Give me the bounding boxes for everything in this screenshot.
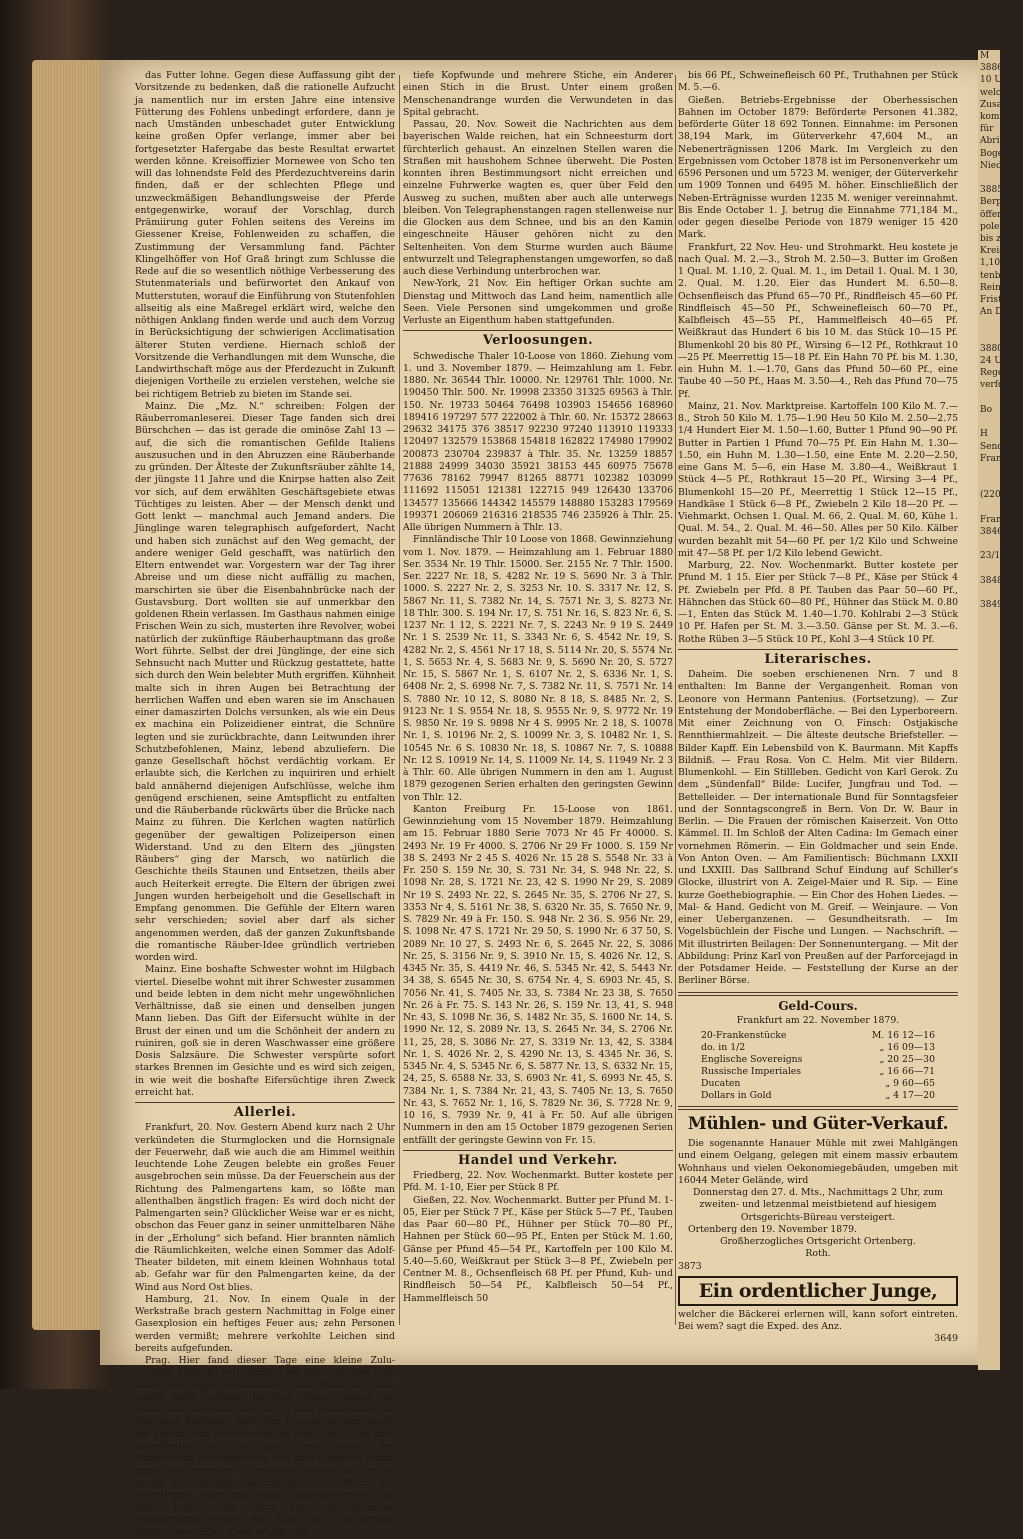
article-paragraph: Finnländische Thlr 10 Loose von 1868. Gewinnziehung vom 1. Nov. 1879. — Heimzahlung am 1. Februar 1880 Ser. 3534 Nr. 19 Thlr. 15000. Ser. 2155 Nr. 7 Thlr. 1500. Ser. 2227 Nr. 18, S. 4282 Nr. 19 S. 5690 Nr. 3 à Thlr. 1000. S. 2227 Nr. 2, S. 3253 Nr. 10. S. 3317 Nr. 12, S. 5867 Nr. 11, S. 7382 Nr. 14, S. 7571 Nr. 3, S. 8273 Nr. 18 Thlr. 300. S. 194 Nr. 17, S. 751 Nr. 16, S. 823 Nr. 6, S. 1237 Nr. 1 12, S. 2221 Nr. 7, S. 2243 Nr. 9 19 S. 2449 Nr. 1 S. 2539 Nr. 11, S. 3343 Nr. 6, S. 4542 Nr. 19, S. 4282 Nr. 2, S. 4561 Nr 17 18, S. 5114 Nr. 20, S. 5574 Nr. 1, S. 5653 Nr. 4, S. 5683 Nr. 9, S. 5690 Nr. 20, S. 5727 Nr. 15, S. 5867 Nr. 1, S. 6107 Nr. 2, S. 6336 Nr. 1, S. 6408 Nr. 2, S. 6998 Nr. 7, S. 7382 Nr. 11, S. 7571 Nr. 14 S. 7880 Nr. 10 12, S. 8080 Nr. 8 18, S. 8485 Nr. 2, S. 9123 Nr. 1 S. 9554 Nr. 18, S. 9555 Nr. 9, S. 9772 Nr. 19 S. 9850 Nr. 19 S. 9898 Nr 4 S. 9995 Nr. 2 18, S. 10078 Nr. 1, S. 10196 Nr. 2, S. 10099 Nr. 3, S. 10482 Nr. 1, S. 10545 Nr. 6 S. 10830 Nr. 18, S. 10867 Nr. 7, S. 10888 Nr. 12 S. 10919 Nr. 14, S. 11009 Nr. 14, S. 11949 Nr. 2 3 à Thlr. 60. Alle übrigen Nummern in den am 1. August 1879 gezogenen Serien erhalten den geringsten Gewinn von Thlr. 12.: [403, 534, 673, 803]
next-page-fragment: [978, 331, 1000, 343]
next-page-fragment: Regenbe: [980, 368, 1021, 379]
page-edges: [32, 60, 110, 1330]
column-3: [678, 70, 958, 1345]
divider: [403, 1150, 673, 1151]
currency-value: „ 9 60—65: [885, 1078, 935, 1089]
section-heading-handel: Handel und Verkehr.: [458, 1152, 618, 1168]
next-page-fragment: [978, 318, 1000, 330]
currency-value: „ 16 66—71: [879, 1066, 935, 1077]
article-paragraph: Daheim. Die soeben erschienenen Nrn. 7 und 8 enthalten: Im Banne der Vergangenheit. Roman von Leonore von Hermann Pantenius. (Fortsetzung). — Zur Entstehung der Mondoberfläche. — Bei den Lyperboreern. Mit einer Zeichnung von O. Finsch: Ostjakische Rennthiermahlzeit. — Die älteste deutsche Briefsteller. — Bilder Kapff. Ein Lebensbild von K. Baurmann. Mit Kapffs Bildniß. — Frau Rosa. Von C. Helm. Mit vier Bildern. Blumenkohl. — Ein Stillleben. Gedicht von Karl Gerok. Zu dem „Sündenfall“ Bilde: Lucifer, Jungfrau und Tod. — Bettelleider. — Der internationale Bund für Sonntagsfeier und der Sonntagscongreß in Bern. Von Dr. W. Baur in Berlin. — Die Frauen der römischen Kaiserzeit. Von Otto Kämmel. II. Im Schloß der Alten Cadina: Im Gemach einer vornehmen Römerin. — Ein Goldmacher und sein Ende. Von Anton Oven. — Am Familientisch: Büchmann LXXII und LXXIII. Das Sallbrand Schuf Eindung auf Schiller's Glocke, illustrirt von A. Zeigel-Maier und R. Sip. — Eine kurze Goethebiographie. — Ein Chor des Hohen Liedes. — Mal- & Hand. Gedicht von M. Greif. — Weinjaure. — Von einer Ueberganzenen. — Gesundheitsrath. — Im Vogelsbüchlein der Fische und Lungen. — Nachschrift. — Mit illustrirten Beilagen: Der Sonnenuntergang. — Mit der Abbildung: Prinz Karl von Preußen auf der Parforcejagd in der Potsdamer Heide. — Feststellung der Kurse an der Berliner Börse.: [678, 669, 958, 987]
currency-name: Englische Sovereigns: [701, 1054, 803, 1065]
article-paragraph: Friedberg, 22. Nov. Wochenmarkt. Butter kostete per Pfd. M. 1-10, Eier per Stück 8 Pf.: [403, 1170, 673, 1194]
divider: [678, 992, 958, 996]
section-heading-verloosungen: Verloosungen.: [482, 333, 594, 349]
article-paragraph: Gießen, 22. Nov. Wochenmarkt. Butter per Pfund M. 1-05, Eier per Stück 7 Pf., Käse per Stück 5—7 Pf., Tauben das Paar 60—80 Pf., Hühner per Stück 70—80 Pf., Hahnen per Stück 60—95 Pf., Enten per Stück M. 1.60, Gänse per Pfund 45—54 Pf., Kartoffeln per 100 Kilo M. 5.40—5.60, Weißkraut per Stück 3—8 Pf., Zwiebeln per Centner M. 8., Ochsenfleisch 68 Pf. per Pfund, Kuh- und Rindfleisch 50—54 Pf., Kalbfleisch 50—54 Pf., Hammelfleisch 50: [403, 1194, 673, 1304]
next-page-fragment: [978, 416, 1000, 428]
article-paragraph: Hamburg, 21. Nov. In einem Quale in der Werkstraße brach gestern Nachmittag in Folge einer Gasexplosion ein heftiges Feuer aus; zehn Personen werden vermißt; mehrere verkohlte Leichen sind bereits aufgefunden.: [135, 1293, 395, 1354]
next-page-fragment: tenbung: [980, 270, 1018, 281]
geld-cours-row: [699, 1042, 937, 1054]
next-page-fragment: 3886 N: [980, 63, 1014, 74]
divider: [403, 330, 673, 331]
article-paragraph: Prag. Hier fand dieser Tage eine kleine Zulu-schlacht statt. Es war nämlich ein übermüthiger Zulu einer Zuluтruppe Schneeballen nach. Einer der Zulus wurde leicht verletzt. Darüber erbost, setzten die Zulus dem Burschen, der sich in eine Kasernstube am Petriplatz flüchtete, nach. Der Bursche entkam durch die Fenster der Kasernstube ins Freie, die Zulus aber bewaffneten sich mit Spieß und Fenster der Kasernstube zertrümmerten und dem Jungen in einem gegenüberliegenden Schankladen nachjagten, wo sie große Verwüstungen anrichteten. Vier Mann der Jägertruppe eilten mit einem Polizeiwachmann zur Hilfe herbei, die dem nun entschlossenen Handgemenge wurden zwei Zulus durch die blanken Waffen verwundet. Einer erhielt eine: [135, 1355, 395, 1538]
article-paragraph: Frankfurt, 22 Nov. Heu- und Strohmarkt. Heu kostete je nach Qual. M. 2.—3., Stroh M. 2.50—3. Butter im Großen 1 Qual. M. 1.10, 2. Qual. M. 1., im Detail 1. Qual. M. 1 30, 2. Qual. M. 1.20. Eier das Hundert M. 6.50—8. Ochsenfleisch das Pfund 65—70 Pf., Rindfleisch 45—60 Pf. Rindfleisch 45—50 Pf., Schweinefleisch 60—70 Pf., Kalbfleisch 45—55 Pf., Hammelfleisch 40—65 Pf. Weißkraut das Hundert 6 bis 10 M. das Stück 10—15 Pf. Blumenkohl 20 bis 80 Pf., Wirsing 6—12 Pf., Rothkraut 10—25 Pf. Meerrettig 15—18 Pf. Ein Hahn 70 Pf. bis M. 1.30, ein Huhn M. 1.—1.70, Gans das Pfund 50—60 Pf., eine Taube 40 —50 Pf., Haas M. 3.50—4., Reh das Pfund 70—75 Pf.: [678, 241, 958, 400]
next-page-fragment: [978, 538, 1000, 550]
currency-value: M. 16 12—16: [871, 1030, 935, 1041]
column-rule: [675, 75, 676, 1325]
next-page-fragment: für: [980, 124, 994, 135]
next-page-fragment: 3885 A: [980, 185, 1013, 196]
article-paragraph: Mainz. Eine boshafte Schwester wohnt im Hilgbach viertel. Dieselbe wohnt mit ihrer Schwester zusammen und beide lebten in dem nicht mehr ungewöhnlichen Verhältnisse, daß sie einen und denselben jungen Mann lieben. Das Gift der Eifersucht wühlte in der Brust der einen und um die Schönheit der andern zu ruiniren, goß sie in deren Waschwasser eine größere Dosis Salzsäure. Die Schwester verspürte sofort starkes Brennen im Gesichte und es wird sich zeigen, in wie weit die boshafte Eifersüchtige ihren Zweck erreicht hat.: [135, 964, 395, 1098]
next-page-fragment: [978, 477, 1000, 489]
geld-cours-row: [699, 1030, 937, 1042]
next-page-fragment: 3848: [980, 575, 1003, 586]
section-heading-geld-cours: Geld-Cours.: [778, 998, 858, 1013]
geld-cours-row: [699, 1066, 937, 1078]
next-page-fragment: Reinerw: [980, 282, 1019, 293]
section-heading-allerlei: Allerlei.: [233, 1105, 297, 1120]
next-page-fragment: Sendun: [980, 441, 1015, 452]
article-paragraph: das Futter lohne. Gegen diese Auffassung gibt der Vorsitzende zu bedenken, daß die rationelle Aufzucht ja namentlich nur im ersten Jahre eine intensive Fütterung des Fohlens unbedingt erfordere, dann je nach Umständen unbeschadet guter Entwicklung keine großen Opfer verlange, immer aber bei fortgesetzter Hafergabe das beste Resultat erwartet werden könne. Kreisoffizier Mornewee von Scho ten will das lohnendste Feld des Pferdezuchtvereins darin finden, daß er der schlechten Pflege und unzweckmäßigen Behandlungsweise der Pferde entgegenwirke, worauf der Vorschlag, durch Prämiirung guter Fohlen seitens des Vereins im Giessener Kreise, Fohlenweiden zu schaffen, die Zustimmung der Versammlung fand. Pächter Klingelhöffer von Hof Graß bringt zum Schlusse die Rede auf die so wesentlich nöthige Verbesserung des Stutenmaterials und befürwortet den Ankauf von Mutterstuten, worauf die Einführung von Stutenfohlen allseitig als eine Maßregel erklärt wird, welche den nöthigen Anklang finden werde und auch dem Vorzug in Berücksichtigung der schwierigen Acclimatisation älterer Stuten verdiene. Hiernach schloß der Vorsitzende die Verhandlungen mit dem Wunsche, die Landwirthschaft möge aus der Pferdezucht in Zukunft diejenigen Vortheile zu erzielen verstehen, welche sie bei richtigem Betrieb zu bieten im Stande sei.: [135, 70, 395, 400]
divider: [678, 1106, 958, 1110]
next-page-fragment: Fran: [980, 453, 1002, 464]
next-page-fragment: Kreisver: [980, 246, 1019, 257]
next-page-fragment: Bo: [980, 404, 993, 415]
next-page-fragment: bis zum: [980, 234, 1016, 245]
ad-paragraph: Ortenberg den 19. November 1879.: [688, 1223, 858, 1235]
article-paragraph: bis 66 Pf., Schweinefleisch 60 Pf., Truthahnen per Stück M. 5.—6.: [678, 70, 958, 94]
article-paragraph: Gießen. Betriebs-Ergebnisse der Oberhessischen Bahnen im October 1879: Beförderte Personen 41.382, beförderte Güter 18 692 Tonnen. Einnahme: im Personen 38,194 Mark, im Güterverkehr 47,604 M., an Nebenerträgnissen 1206 Mark. Im Vergleich zu den Ergebnissen vom October 1878 ist im Personenverkehr um 6596 Personen und um 5723 M. weniger, der Güterverkehr um 1909 Tonnen und 6495 M. höher. Einschließlich der Neben-Erträgnisse wurden 1235 M. weniger vereinnahmt. Bis Ende October 1. J. betrug die Einnahme 771,184 M., oder gegen dieselbe Periode von 1879 weniger 15 420 Mark.: [678, 94, 958, 241]
column-rule: [399, 75, 400, 1325]
next-page-fragment: [978, 465, 1000, 477]
next-page-fragment: 10 Uhr: [980, 75, 1012, 86]
next-page-fragment: 3846: [980, 526, 1003, 537]
next-page-fragment: Bogenb: [980, 148, 1015, 159]
next-page-fragment: Frankfu: [980, 514, 1017, 525]
ad-body: [678, 1138, 958, 1261]
next-page-fragment: kommen: [980, 112, 1020, 123]
article-paragraph: Kanton Freiburg Fr. 15-Loose von 1861. Gewinnziehung vom 15 November 1879. Heimzahlung am 15. Februar 1880 Serie 7073 Nr 45 Fr 40000. S. 2493 Nr. 19 Fr 4000. S. 2706 Nr 29 Fr 1000. S. 159 Nr 38 S. 2493 Nr 2 45 S. 4026 Nr. 15 28 S. 5548 Nr. 33 à Fr. 250 S. 159 Nr. 30, S. 731 Nr. 34, S. 948 Nr. 22, S. 1098 Nr. 28, S. 1721 Nr. 23, 42 S. 1990 Nr 29, S. 2089 Nr 19 S. 2493 Nr. 22, S. 2645 Nr. 35, S. 2706 Nr 27, S. 3353 Nr 4, S. 5161 Nr. 38, S. 6320 Nr. 35, S. 7650 Nr. 9, S. 7829 Nr. 49 à Fr. 150. S. 948 Nr. 2 36. S. 956 Nr. 29, S. 1098 Nr. 47 S. 1721 Nr. 29 50, S. 1990 Nr. 6 37 50, S. 2089 Nr. 10 27, S. 2493 Nr. 6, S. 2645 Nr. 22, S. 3086 Nr. 25, S. 3156 Nr. 9, S. 3910 Nr. 15, S. 4026 Nr. 12, S. 4345 Nr. 35, S. 4419 Nr. 46, S. 5345 Nr. 42, S. 5443 Nr. 34 38, S. 6545 Nr. 30, S. 6754 Nr. 4, S. 6903 Nr. 45, S. 7056 Nr. 41, S. 7405 Nr. 33, S. 7384 Nr. 23 38, S. 7650 Nr. 26 à Fr. 75. S. 143 Nr. 26, S. 159 Nr. 13, 41, S. 948 Nr. 43, S. 1098 Nr. 36, S. 1482 Nr. 35, S. 1600 Nr. 14, S. 1990 Nr. 12, S. 2089 Nr. 13, S. 2645 Nr. 34, S. 2706 Nr. 11, 25, 28, S. 3086 Nr. 27, S. 3319 Nr. 13, 42, S. 3384 Nr. 1, S. 4026 Nr. 2, S. 4290 Nr. 13, S. 4345 Nr. 36, S. 5345 Nr. 4, S. 5345 Nr. 6, S. 5877 Nr. 13, S. 6332 Nr. 15, 24, 25, S. 6588 Nr. 33, S. 6903 Nr. 41, S. 6993 Nr. 45, S. 7384 Nr. 1, S. 7384 Nr. 21, 43, S. 7405 Nr. 13, S. 7650 Nr. 43, S. 7652 Nr. 1, 16, S. 7829 Nr. 36, S. 7728 Nr. 9, 10 16, S. 7939 Nr. 9, 41 à Fr. 50. Auf alle übrigen Nummern in den am 15 October 1879 gezogenen Serien entfällt der geringste Gewinn von Fr. 15.: [403, 803, 673, 1146]
article-paragraph: Frankfurt, 20. Nov. Gestern Abend kurz nach 2 Uhr verkündeten die Sturmglocken und die Hornsignale der Feuerwehr, daß wie auch die am Himmel weithin leuchtende Lohe Zeugen belebte ein großes Feuer ausgebrochen sein müsse. Da der Feuerschein aus der Richtung des Palmengartens kam, so lößte man allenthalben ängstlich fragen: Es wird doch nicht der Palmengarten sein? Glücklicher Weise war er es nicht, obschon das Feuer ganz in seiner unmittelbaren Nähe in der „Erholung“ sich befand. Hier brannten nämlich die Räumlichkeiten, welche einen Sommer das Adolf-Theater bildeten, mit einem kleinen Wohnhaus total ab. Gefahr war für den Palmengarten keine, da der Wind aus Nord Ost blies.: [135, 1122, 395, 1293]
next-page-fragment: Berpflic: [980, 197, 1016, 208]
next-page-fragment: [978, 172, 1000, 184]
ad-number: 3649: [934, 1333, 958, 1345]
ad-title-muehlen-verkauf: Mühlen- und Güter-Verkauf.: [687, 1114, 949, 1134]
next-page-fragment: Frist: [980, 295, 1002, 306]
ad-number: 3873: [678, 1260, 702, 1272]
column-1: [135, 70, 395, 1538]
article-paragraph: Schwedische Thaler 10-Loose von 1860. Ziehung vom 1. und 3. November 1879. — Heimzahlung am 1. Febr. 1880. Nr. 36544 Thlr. 10000. Nr. 129761 Thlr. 1000. Nr. 190450 Thlr. 500. Nr. 19998 23350 31325 69563 à Thlr. 150. Nr. 19733 50464 76498 103903 154656 168960 189416 197297 577 222002 à Thlr. 60. Nr. 15372 28663 29632 34175 376 38517 92230 97240 113910 119333 120497 132579 153868 154818 162822 174980 179902 200873 230704 239837 à Thlr. 35. Nr. 13259 18857 21888 24999 34030 35921 38153 445 60975 75678 77636 78162 79947 81265 88771 102382 103099 111692 115051 121381 122715 949 126430 133706 134577 135666 144342 145579 148880 153283 179569 199371 206069 216316 218535 746 235926 à Thlr. 25. Alle übrigen Nummern à Thlr. 13.: [403, 350, 673, 533]
currency-value: „ 20 25—30: [879, 1054, 935, 1065]
currency-name: Ducaten: [701, 1078, 741, 1089]
article-paragraph: Mainz, 21. Nov. Marktpreise. Kartoffeln 100 Kilo M. 7.—8., Stroh 50 Kilo M. 1.75—1.90 Heu 50 Kilo M. 2.50—2.75 1/4 Hundert Eier M. 1.50—1.60, Butter 1 Pfund 90—90 Pf. Butter in Partien 1 Pfund 70—75 Pf. Ein Hahn M. 1.30—1.50, ein Huhn M. 1.30—1.50, eine Ente M. 2.20—2.50, eine Gans M. 5—6, ein Hase M. 3.80—4., Weißkraut 1 Stück 4—5 Pf., Rothkraut 15—20 Pf., Wirsing 3—4 Pf., Blumenkohl 15—20 Pf., Meerrettig 1 Stück 12—15 Pf., Handkäse 1 Stück 6—8 Pf., Zwiebeln 2 Kilo 18—20 Pf. — Viehmarkt. Ochsen 1. Qual. M. 66, 2. Qual. M. 60, Kühe 1. Qual. M. 54., 2. Qual. M. 46—50. Alles per 50 Kilo. Kälber wurden bezahlt mit 54—60 Pf. per 1/2 Kilo und Schweine mit 47—58 Pf. per 1/2 Kilo lebend Gewicht.: [678, 400, 958, 559]
next-page-fragment: 3849: [980, 600, 1003, 611]
ad-signature: Roth.: [805, 1248, 831, 1260]
next-page-fragment: 23/1: [980, 551, 1001, 562]
section-heading-literarisches: Literarisches.: [764, 651, 872, 667]
next-page-fragment: An Dur: [980, 307, 1013, 318]
next-page-fragment: 3880: [980, 343, 1003, 354]
next-page-fragment: [978, 502, 1000, 514]
article-paragraph: New-York, 21 Nov. Ein heftiger Orkan suchte am Dienstag und Mittwoch das Land heim, namentlich alle Seen. Viele Personen sind umgekommen und große Verluste an Eigenthum haben stattgefunden.: [403, 278, 673, 326]
ad-paragraph: Großherzogliches Ortsgericht Ortenberg.: [720, 1236, 916, 1247]
next-page-fragment: polenauf: [980, 221, 1020, 232]
next-page-strip: [978, 50, 1023, 1370]
currency-value: „ 4 17—20: [885, 1090, 935, 1101]
next-page-fragment: (220/1: [980, 490, 1010, 501]
divider: [678, 649, 958, 650]
next-page-fragment: [978, 392, 1000, 404]
next-page-fragment: H: [980, 429, 988, 440]
next-page-fragment: [978, 563, 1000, 575]
geld-cours-row: [699, 1078, 937, 1090]
currency-value: „ 16 09—13: [879, 1042, 935, 1053]
next-page-fragment: 24 Uhr: [980, 356, 1012, 367]
geld-cours-row: [699, 1054, 937, 1066]
currency-name: Russische Imperiales: [701, 1066, 802, 1077]
ad-paragraph: Die sogenannte Hanauer Mühle mit zwei Mahlgängen und einem Oelgang, gelegen mit einem massiv erbautem Wohnhaus und vielen Oekonomiegebäuden, umgeben mit 16044 Meter Gelände, wird: [678, 1138, 958, 1186]
column-2: [403, 70, 673, 1310]
next-page-fragment: welche: [980, 87, 1013, 98]
next-page-fragment: öffentlich: [980, 209, 1023, 220]
geld-cours-row: [699, 1090, 937, 1102]
ad-title-junge: Ein ordentlicher Junge,: [678, 1276, 958, 1306]
ad-paragraph: Donnerstag den 27. d. Mts., Nachmittags 2 Uhr, zum zweiten- und letzenmal meistbietend auf hiesigem Ortsgerichts-Büreau versteigert.: [693, 1187, 943, 1223]
next-page-fragment: 1,107,4: [980, 258, 1015, 269]
article-paragraph: Marburg, 22. Nov. Wochenmarkt. Butter kostete per Pfund M. 1 15. Eier per Stück 7—8 Pf., Käse per Stück 4 Pf. Zwiebeln per Pfd. 8 Pf. Tauben das Paar 50—60 Pf., Hähnchen das Stück 60—80 Pf., Hühner das Stück M. 0.80—1, Enten das Stück M. 1.40—1.70. Kohlrabi 2—3 Stück 10 Pf. Hafen per St. M. 3.—3.50. Gänse per St. M. 3.—6. Rothe Rüben 3—5 Stück 10 Pf., Kohl 3—4 Stück 10 Pf.: [678, 560, 958, 645]
article-paragraph: Passau, 20. Nov. Soweit die Nachrichten aus dem bayerischen Walde reichen, hat ein Schneesturm dort fürchterlich gehaust. An einzelnen Stellen waren die Straßen mit haushohem Schnee überweht. Die Posten konnten ihren Bestimmungsort nicht erreichen und einzelne Fuhrwerke wagten es, quer über Feld den Ausweg zu suchen, mußten aber auch alle unterwegs bleiben. Von Telegraphenstangen ragen stellenweise nur die Glocken aus dem Schnee, und bis an den Kamin eingeschneite Häuser gehören nicht zu den Seltenheiten. Von dem Sturme wurden auch Bäume entwurzelt und Telegraphenstangen umgeworfen, so daß auch diese Verbindung unterbrochen war.: [403, 119, 673, 277]
currency-name: 20-Frankenstücke: [701, 1030, 787, 1041]
article-paragraph: tiefe Kopfwunde und mehrere Stiche, ein Anderer einen Stich in die Brust. Unter einem großen Menschenandrange wurden die Verwundeten in das Spital gebracht.: [403, 70, 673, 118]
next-page-fragment: [978, 587, 1000, 599]
next-page-fragment: Abrie: [980, 136, 1005, 147]
ad-paragraph: welcher die Bäckerei erlernen will, kann sofort eintreten. Bei wem? sagt die Exped. des Anz.: [678, 1308, 958, 1332]
currency-name: do. in 1/2: [701, 1042, 746, 1053]
next-page-fragment: verfolg: [980, 380, 1013, 391]
currency-name: Dollars in Gold: [701, 1090, 772, 1101]
divider: [135, 1102, 395, 1103]
geld-cours-table: [699, 1030, 937, 1102]
next-page-fragment: Zusam: [980, 99, 1011, 110]
geld-cours-subheading: Frankfurt am 22. November 1879.: [736, 1014, 900, 1026]
next-page-fragment: Nied: [980, 160, 1002, 171]
article-paragraph: Mainz. Die „Mz. N.“ schreiben: Folgen der Räuberromanleserei. Dieser Tage fanden sich drei Bürschchen — das ist gerade die ominöse Zahl 13 — auf, die sich die romantischen Gefilde Italiens auszusuchen und in den Abruzzen eine Räuberbande zu gründen. Der Älteste der Zukunftsräuber zählte 14, der jüngste 11 Jahre und die Knirpse hatten also Zeit vor sich, auf dem erwählten Geschäftsgebiete etwas Tüchtiges zu leisten. Aber — der Mensch denkt und Gott lenkt — manchmal auch Jemand anders. Die Jünglinge waren telegraphisch aufgefordert, Nacht und haben sich zunächst auf den Weg gemacht, der andere weniger Geld geschafft, was natürlich den Eltern entwendet war. Vorgestern war der Tag ihrer Abreise und um diese nicht auffällig zu machen, marschirten sie über die Eisenbahnbrücke nach der Gustavsburg. Dort wollten sie auf unmerkbar den goldenen Rhein verlassen. Im Gasthaus nahmen einige Frischen Wein zu sich, musterten ihre Revolver, wobei natürlich der zukünftige Räuberhauptmann das große Wort führte. Selbst der drei Jünglinge, der eine sich Sehnsucht nach Mutter und Rückzug gestattete, hatte sich durch den Wein belebter Muth ergriffen. Kühnheit malte sich in ihren Augen bei Betrachtung der herrlichen Waffen und eben waren sie im Anschauen einer damaszirten Dolchs versunken, als wie ein Deus ex machina ein Polizeidiener eintrat, die Schnüre legten und sie zurückbrachte, dann Leitwunden ihrer Schutzbefohlenen, Mainz, lebend abzuliefern. Die ganze Gesellschaft höchst verdächtig vorkam. Er erlaubte sich, die Kerlchen zu inquiriren und erhielt bald annähernd diejenigen Aufschlüsse, welche ihm genügend erschienen, seine Amtspflicht zu entfalten und die Räuberbande rückwärts über die Brücke nach Mainz zu führen. Die Kerlchen wagten natürlich gegenüber der gewaltigen Polizeiperson einen Widerstand. Und zu den Eltern des „jüngsten Räubers“ ging der Marsch, wo natürlich die Geschichte theils Staunen und Entsetzen, theils aber auch Heiterkeit erregte. Die Eltern der übrigen zwei Jungen wurden herbeigeholt und die Gesellschaft in Empfang genommen. Die Gefühle der Eltern waren sehr verschieden; soviel aber darf als sicher angenommen werden, daß der ganzen Zukunftsbande die romantische Räuber-Idee gründlich vertrieben worden wird.: [135, 400, 395, 963]
next-page-fragment: M: [980, 51, 990, 61]
